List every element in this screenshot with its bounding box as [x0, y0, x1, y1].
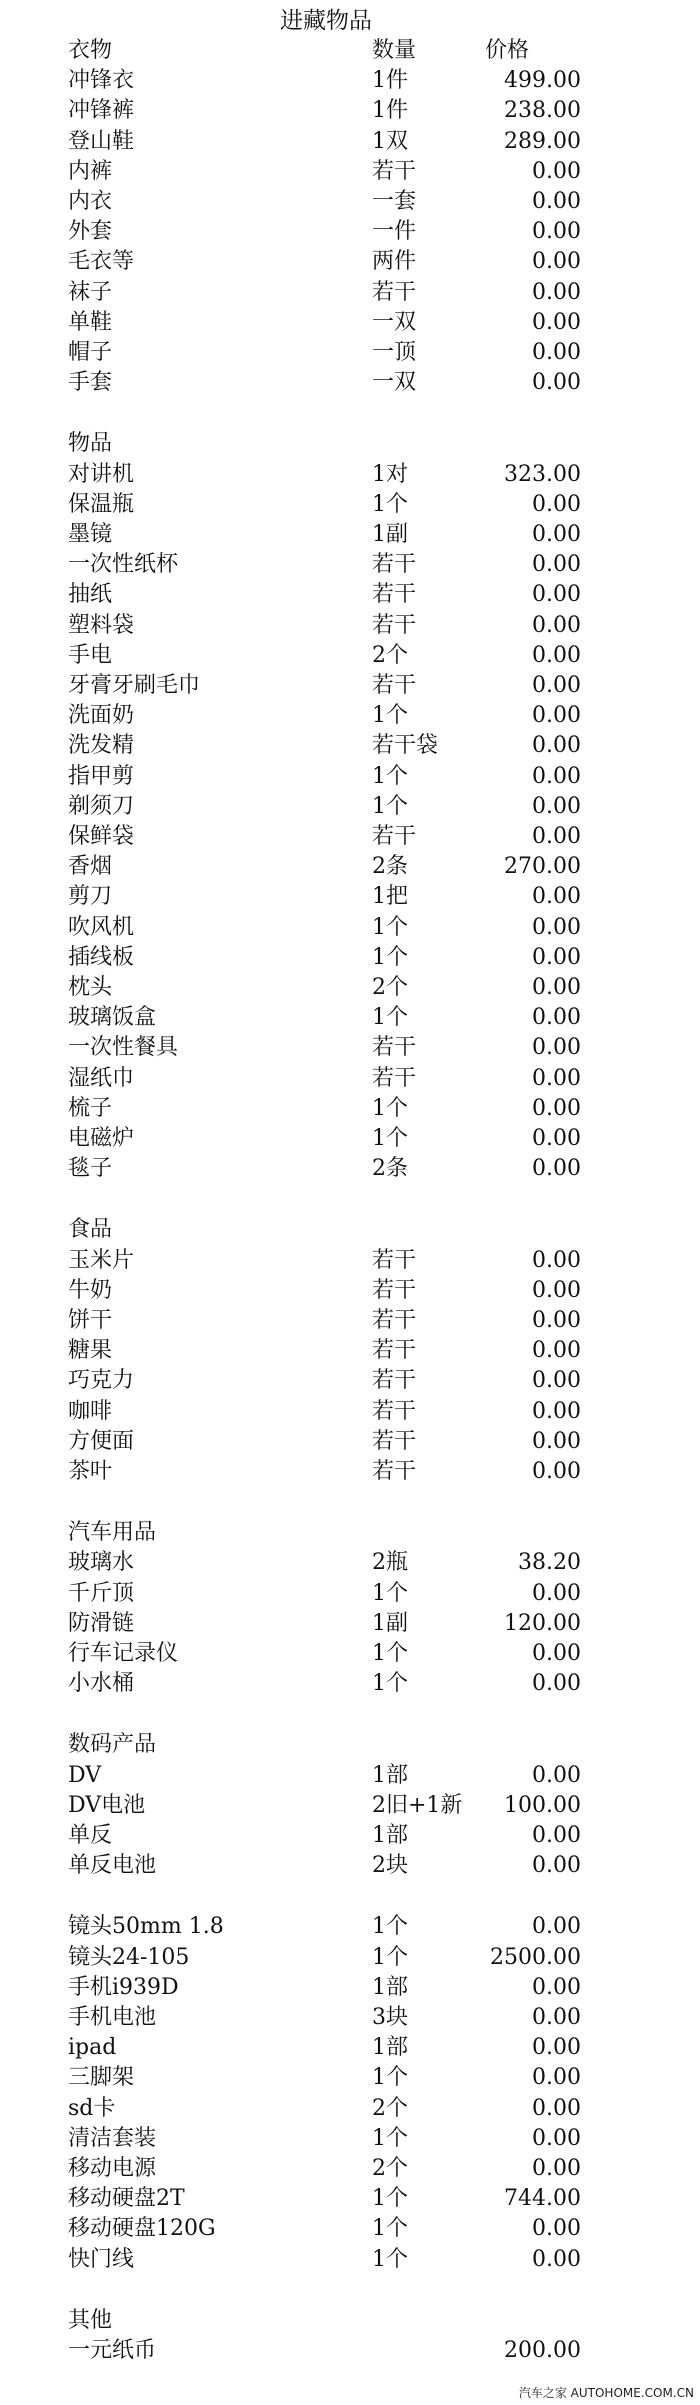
item-row	[0, 1579, 700, 1609]
item-row	[0, 217, 700, 247]
item-price: 0.00	[532, 1853, 581, 1879]
item-row	[0, 66, 700, 96]
item-row	[0, 2214, 700, 2244]
item-price: 0.00	[532, 763, 581, 789]
item-name: 千斤顶	[68, 1580, 135, 1606]
item-row	[0, 1943, 700, 1973]
item-price: 38.20	[518, 1550, 581, 1576]
item-quantity: 1个	[372, 1005, 408, 1031]
item-quantity: 若干	[372, 1035, 417, 1061]
item-name: 内裤	[68, 158, 113, 184]
item-quantity: 1个	[372, 1671, 408, 1697]
item-price: 0.00	[532, 1156, 581, 1182]
item-name: 洗面奶	[68, 703, 135, 729]
item-quantity: 1个	[372, 1641, 408, 1666]
item-row	[0, 792, 700, 822]
item-name: 手机i939D	[68, 1974, 179, 2000]
item-price: 0.00	[532, 703, 581, 729]
item-name: 塑料袋	[68, 612, 135, 638]
item-name: 牛奶	[68, 1277, 113, 1303]
item-price: 499.00	[504, 68, 581, 94]
item-price: 0.00	[532, 340, 581, 365]
item-price: 0.00	[532, 1762, 581, 1788]
item-quantity: 1个	[372, 1580, 408, 1606]
item-quantity: 2旧+1新	[372, 1792, 463, 1818]
item-price: 0.00	[532, 673, 581, 698]
column-header-row	[0, 36, 700, 66]
item-row	[0, 641, 700, 671]
item-price: 0.00	[532, 733, 581, 759]
item-row	[0, 2154, 700, 2184]
item-quantity: 若干	[372, 824, 417, 849]
item-name: 冲锋裤	[68, 98, 135, 124]
item-price: 0.00	[532, 2065, 581, 2091]
item-name: 行车记录仪	[68, 1641, 179, 1666]
item-row	[0, 2063, 700, 2093]
item-name: 保温瓶	[68, 491, 135, 517]
item-quantity: 一双	[372, 370, 417, 396]
item-name: 三脚架	[68, 2065, 135, 2091]
item-quantity: 1个	[372, 2216, 408, 2242]
item-quantity: 1双	[372, 128, 408, 154]
item-quantity: 1个	[372, 491, 408, 517]
item-row	[0, 701, 700, 731]
item-name: 镜头50mm 1.8	[68, 1914, 224, 1940]
item-price: 0.00	[532, 824, 581, 849]
section-heading	[0, 2306, 700, 2336]
item-quantity: 1把	[372, 884, 408, 910]
item-price: 238.00	[504, 98, 581, 124]
item-row	[0, 1064, 700, 1094]
item-price: 0.00	[532, 1005, 581, 1031]
item-row	[0, 1457, 700, 1487]
item-row	[0, 1851, 700, 1881]
item-row	[0, 550, 700, 580]
section-heading	[0, 1215, 700, 1245]
section-heading-label: 汽车用品	[68, 1520, 157, 1546]
item-name: 毯子	[68, 1156, 113, 1182]
item-name: 快门线	[68, 2246, 135, 2272]
item-row	[0, 338, 700, 368]
item-row	[0, 913, 700, 943]
item-row	[0, 157, 700, 187]
item-name: 袜子	[68, 279, 113, 305]
item-price: 0.00	[532, 2216, 581, 2242]
item-price: 0.00	[532, 2095, 581, 2121]
item-row	[0, 1609, 700, 1639]
item-row	[0, 1639, 700, 1669]
item-row	[0, 882, 700, 912]
item-price: 0.00	[532, 491, 581, 517]
item-price: 0.00	[532, 158, 581, 184]
item-row	[0, 187, 700, 217]
item-quantity: 1个	[372, 793, 408, 819]
item-name: 保鲜袋	[68, 824, 135, 849]
item-quantity: 1个	[372, 1095, 408, 1121]
item-price: 0.00	[532, 1823, 581, 1848]
item-quantity: 若干	[372, 1308, 417, 1333]
item-name: 剪刀	[68, 884, 113, 910]
item-quantity: 1对	[372, 461, 408, 487]
item-name: 外套	[68, 219, 113, 245]
item-name: 巧克力	[68, 1368, 135, 1394]
item-name: 剃须刀	[68, 793, 135, 819]
item-row	[0, 520, 700, 550]
item-row	[0, 822, 700, 852]
document-title: 进藏物品	[280, 8, 372, 34]
item-name: 吹风机	[68, 914, 135, 940]
item-quantity: 1部	[372, 2035, 408, 2061]
item-price: 0.00	[532, 1095, 581, 1121]
section-heading	[0, 1730, 700, 1760]
item-name: 一次性餐具	[68, 1035, 179, 1061]
item-name: 咖啡	[68, 1398, 113, 1424]
item-name: sd卡	[68, 2095, 116, 2121]
item-quantity: 1副	[372, 522, 408, 547]
item-quantity: 两件	[372, 249, 417, 275]
item-row	[0, 762, 700, 792]
item-row	[0, 96, 700, 126]
item-price: 0.00	[532, 309, 581, 335]
item-price: 0.00	[532, 1065, 581, 1091]
item-price: 744.00	[504, 2186, 581, 2212]
item-quantity: 2个	[372, 2095, 408, 2121]
item-price: 0.00	[532, 1459, 581, 1484]
item-name: 手电	[68, 642, 113, 668]
item-quantity: 1部	[372, 1762, 408, 1788]
item-name: 洗发精	[68, 733, 135, 759]
item-price: 0.00	[532, 1126, 581, 1151]
item-name: 小水桶	[68, 1671, 135, 1697]
item-quantity: 1个	[372, 2186, 408, 2212]
item-name: 防滑链	[68, 1610, 135, 1636]
item-quantity: 1部	[372, 1823, 408, 1848]
item-quantity: 1部	[372, 1974, 408, 2000]
item-quantity: 若干	[372, 552, 417, 578]
item-name: 插线板	[68, 944, 135, 970]
item-name: 茶叶	[68, 1459, 113, 1484]
item-row	[0, 2184, 700, 2214]
item-price: 0.00	[532, 975, 581, 1000]
item-row	[0, 1336, 700, 1366]
item-row	[0, 580, 700, 610]
item-name: 抽纸	[68, 582, 113, 608]
item-name: 登山鞋	[68, 128, 135, 154]
item-row	[0, 1427, 700, 1457]
item-name: ipad	[68, 2035, 117, 2061]
section-heading-label: 数码产品	[68, 1732, 157, 1758]
item-price: 0.00	[532, 1035, 581, 1061]
item-quantity: 若干	[372, 1398, 417, 1424]
item-name: 梳子	[68, 1095, 113, 1121]
item-quantity: 一套	[372, 189, 417, 214]
item-price: 0.00	[532, 2005, 581, 2030]
item-price: 0.00	[532, 1671, 581, 1697]
item-name: DV	[68, 1762, 102, 1788]
item-row	[0, 1761, 700, 1791]
item-price: 0.00	[532, 370, 581, 396]
item-row	[0, 731, 700, 761]
header-price: 价格	[485, 38, 530, 63]
section-heading-label: 物品	[68, 431, 113, 457]
item-price: 0.00	[532, 522, 581, 547]
watermark-footer: 汽车之家 AUTOHOME.COM.CN	[518, 2386, 694, 2400]
item-row	[0, 1246, 700, 1276]
item-row	[0, 2003, 700, 2033]
item-price: 0.00	[532, 1277, 581, 1303]
header-category: 衣物	[68, 38, 113, 63]
section-heading	[0, 429, 700, 459]
item-quantity: 1个	[372, 763, 408, 789]
item-row	[0, 943, 700, 973]
item-price: 0.00	[532, 2125, 581, 2151]
item-row	[0, 127, 700, 157]
item-name: 镜头24-105	[68, 1944, 190, 1970]
item-price: 0.00	[532, 1308, 581, 1333]
item-name: 帽子	[68, 340, 113, 365]
item-name: 枕头	[68, 975, 113, 1000]
item-price: 0.00	[532, 1247, 581, 1273]
item-row	[0, 1003, 700, 1033]
item-quantity: 1副	[372, 1610, 408, 1636]
item-name: 冲锋衣	[68, 68, 135, 94]
item-row	[0, 852, 700, 882]
item-price: 2500.00	[490, 1944, 581, 1970]
item-quantity: 若干袋	[372, 733, 439, 759]
item-price: 0.00	[532, 1368, 581, 1394]
item-quantity: 2个	[372, 2156, 408, 2181]
item-row	[0, 2124, 700, 2154]
item-row	[0, 308, 700, 338]
item-name: 方便面	[68, 1428, 135, 1454]
item-row	[0, 1912, 700, 1942]
item-name: 移动硬盘2T	[68, 2186, 185, 2212]
header-quantity: 数量	[372, 38, 417, 63]
item-name: DV电池	[68, 1792, 146, 1818]
item-price: 289.00	[504, 128, 581, 154]
item-row	[0, 1548, 700, 1578]
item-quantity: 2瓶	[372, 1550, 408, 1576]
item-price: 0.00	[532, 2246, 581, 2272]
item-row	[0, 1366, 700, 1396]
item-quantity: 2个	[372, 642, 408, 668]
item-row	[0, 1154, 700, 1184]
item-price: 0.00	[532, 1974, 581, 2000]
item-price: 0.00	[532, 2035, 581, 2061]
item-price: 0.00	[532, 914, 581, 940]
item-quantity: 若干	[372, 673, 417, 698]
item-name: 墨镜	[68, 522, 113, 547]
item-name: 指甲剪	[68, 763, 135, 789]
item-name: 玉米片	[68, 1247, 135, 1273]
section-heading-label: 食品	[68, 1217, 113, 1243]
item-quantity: 若干	[372, 1368, 417, 1394]
item-quantity: 1个	[372, 1126, 408, 1151]
item-name: 手机电池	[68, 2005, 157, 2030]
item-quantity: 1个	[372, 2065, 408, 2091]
item-quantity: 若干	[372, 279, 417, 305]
item-quantity: 3块	[372, 2005, 408, 2030]
item-row	[0, 1669, 700, 1699]
item-name: 一次性纸杯	[68, 552, 179, 578]
item-price: 0.00	[532, 1398, 581, 1424]
item-row	[0, 1973, 700, 2003]
item-price: 0.00	[532, 1641, 581, 1666]
item-row	[0, 611, 700, 641]
item-quantity: 若干	[372, 1247, 417, 1273]
item-price: 0.00	[532, 552, 581, 578]
item-row	[0, 1094, 700, 1124]
item-price: 0.00	[532, 219, 581, 245]
item-name: 牙膏牙刷毛巾	[68, 673, 201, 698]
item-row	[0, 1821, 700, 1851]
item-quantity: 若干	[372, 1065, 417, 1091]
item-name: 移动电源	[68, 2156, 157, 2181]
item-row	[0, 671, 700, 701]
item-name: 一元纸币	[68, 2338, 157, 2363]
item-quantity: 若干	[372, 158, 417, 184]
item-quantity: 1个	[372, 2125, 408, 2151]
item-price: 120.00	[504, 1610, 581, 1636]
item-quantity: 若干	[372, 1428, 417, 1454]
item-quantity: 1个	[372, 1944, 408, 1970]
item-price: 0.00	[532, 582, 581, 608]
item-quantity: 2个	[372, 975, 408, 1000]
item-row	[0, 2336, 700, 2366]
item-price: 0.00	[532, 189, 581, 214]
item-row	[0, 1397, 700, 1427]
item-quantity: 若干	[372, 1277, 417, 1303]
item-price: 0.00	[532, 884, 581, 910]
item-quantity: 若干	[372, 612, 417, 638]
item-name: 毛衣等	[68, 249, 135, 275]
item-quantity: 2条	[372, 1156, 408, 1182]
item-price: 0.00	[532, 944, 581, 970]
item-price: 270.00	[504, 854, 581, 880]
section-heading-label: 其他	[68, 2307, 113, 2333]
item-quantity: 1个	[372, 944, 408, 970]
item-name: 玻璃水	[68, 1550, 135, 1576]
item-quantity: 2条	[372, 854, 408, 880]
item-row	[0, 247, 700, 277]
item-name: 单反电池	[68, 1853, 157, 1879]
item-price: 100.00	[504, 1792, 581, 1818]
item-row	[0, 368, 700, 398]
item-quantity: 1个	[372, 1914, 408, 1940]
item-price: 0.00	[532, 2156, 581, 2181]
item-quantity: 1件	[372, 68, 408, 94]
item-row	[0, 1306, 700, 1336]
item-quantity: 若干	[372, 582, 417, 608]
item-quantity: 1件	[372, 98, 408, 124]
item-row	[0, 1276, 700, 1306]
item-price: 0.00	[532, 249, 581, 275]
item-row	[0, 1791, 700, 1821]
item-quantity: 若干	[372, 1459, 417, 1484]
item-name: 手套	[68, 370, 113, 396]
item-quantity: 1个	[372, 2246, 408, 2272]
item-row	[0, 2245, 700, 2275]
item-name: 香烟	[68, 854, 113, 880]
item-name: 糖果	[68, 1338, 113, 1364]
item-quantity: 若干	[372, 1338, 417, 1364]
item-name: 电磁炉	[68, 1126, 135, 1151]
item-quantity: 一双	[372, 309, 417, 335]
item-name: 内衣	[68, 189, 113, 214]
item-price: 0.00	[532, 612, 581, 638]
item-price: 200.00	[504, 2338, 581, 2363]
section-heading	[0, 1518, 700, 1548]
item-name: 清洁套装	[68, 2125, 157, 2151]
item-quantity: 1个	[372, 703, 408, 729]
item-price: 0.00	[532, 642, 581, 668]
item-price: 0.00	[532, 1428, 581, 1454]
item-name: 移动硬盘120G	[68, 2216, 216, 2242]
item-name: 湿纸巾	[68, 1065, 135, 1091]
item-row	[0, 2094, 700, 2124]
item-price: 0.00	[532, 793, 581, 819]
item-row	[0, 1124, 700, 1154]
item-row	[0, 1033, 700, 1063]
item-price: 0.00	[532, 1580, 581, 1606]
item-quantity: 一件	[372, 219, 417, 245]
item-quantity: 2块	[372, 1853, 408, 1879]
item-price: 0.00	[532, 279, 581, 305]
item-quantity: 1个	[372, 914, 408, 940]
item-name: 玻璃饭盒	[68, 1005, 157, 1031]
item-price: 0.00	[532, 1338, 581, 1364]
item-row	[0, 460, 700, 490]
item-row	[0, 490, 700, 520]
item-name: 单反	[68, 1823, 113, 1848]
item-name: 对讲机	[68, 461, 135, 487]
item-name: 饼干	[68, 1308, 113, 1333]
item-price: 323.00	[504, 461, 581, 487]
item-quantity: 一顶	[372, 340, 417, 365]
item-name: 单鞋	[68, 309, 113, 335]
item-price: 0.00	[532, 1914, 581, 1940]
item-row	[0, 973, 700, 1003]
item-row	[0, 2033, 700, 2063]
item-row	[0, 278, 700, 308]
